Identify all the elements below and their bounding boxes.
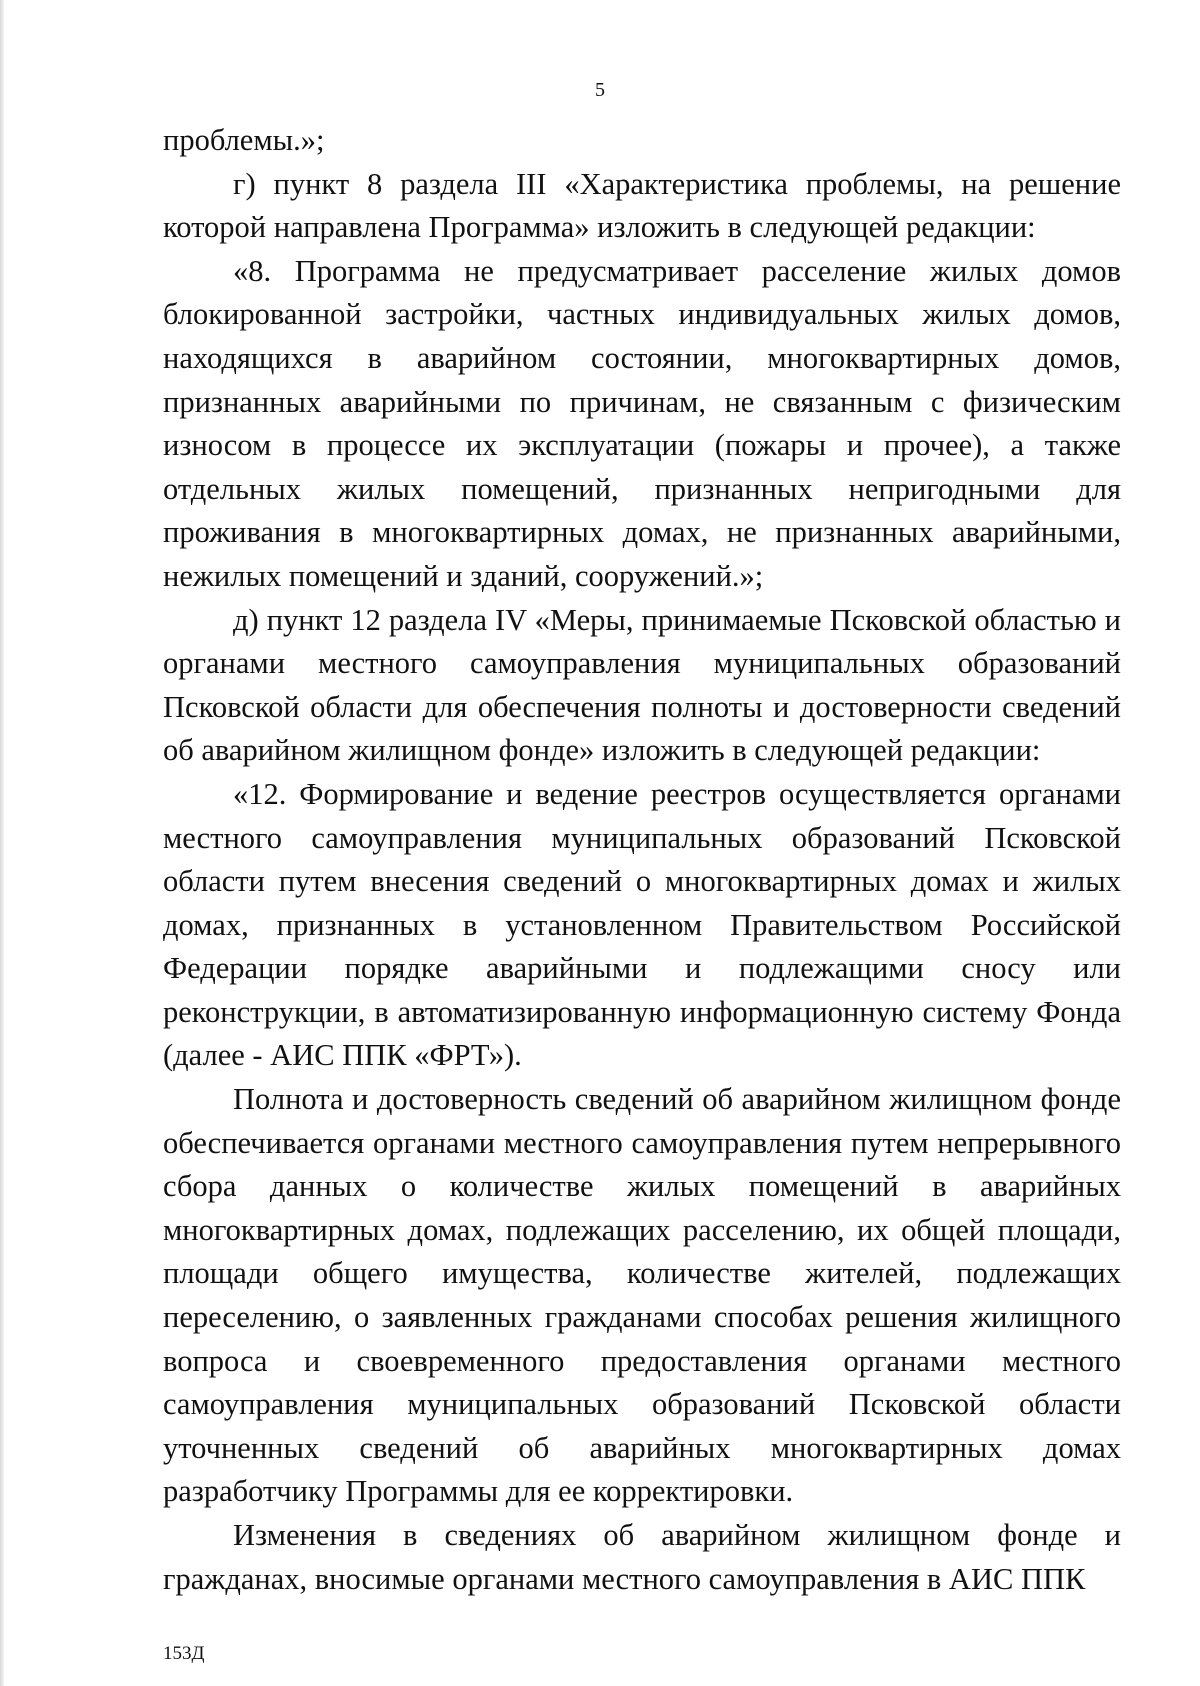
paragraph-quote-8: «8. Программа не предусматривает расселение жилых домов блокированной застройки, частных индивидуальных жилых домов, находящихся в аварийном состоянии, многоквартирных домов, признанных аварийными по причинам, не связанным с физическим износом в процессе их эксплуатации (пожары и прочее), а также отдельных жилых помещений, признанных непригодными для проживания в многоквартирных домах, не признанных аварийными, нежилых помещений и зданий, сооружений.»;	[163, 253, 1121, 593]
document-body	[163, 119, 1121, 1601]
paragraph-item-g: г) пункт 8 раздела III «Характеристика проблемы, на решение которой направлена Программа» изложить в следующей редакции:	[163, 166, 1121, 245]
paragraph-item-d: д) пункт 12 раздела IV «Меры, принимаемые Псковской областью и органами местного самоуправления муниципальных образований Псковской области для обеспечения полноты и достоверности сведений об аварийном жилищном фонде» изложить в следующей редакции:	[163, 602, 1121, 768]
scan-page-edge	[0, 0, 4, 1686]
paragraph-continuation: проблемы.»;	[163, 123, 325, 157]
paragraph-completeness: Полнота и достоверность сведений об аварийном жилищном фонде обеспечивается органами местного самоуправления путем непрерывного сбора данных о количестве жилых помещений в аварийных многоквартирных домах, подлежащих расселению, их общей площади, площади общего имущества, количестве жителей, подлежащих переселению, о заявленных гражданами способах решения жилищного вопроса и своевременного предоставления органами местного самоуправления муниципальных образований Псковской области уточненных сведений об аварийных многоквартирных домах разработчику Программы для ее корректировки.	[163, 1082, 1121, 1509]
document-code: 153Д	[163, 1643, 205, 1664]
paragraph-changes: Изменения в сведениях об аварийном жилищном фонде и гражданах, вносимые органами местного самоуправления в АИС ППК	[163, 1518, 1121, 1596]
page-number: 5	[595, 79, 605, 101]
paragraph-quote-12: «12. Формирование и ведение реестров осуществляется органами местного самоуправления муниципальных образований Псковской области путем внесения сведений о многоквартирных домах и жилых домах, признанных в установленном Правительством Российской Федерации порядке аварийными и подлежащими сносу или реконструкции, в автоматизированную информационную систему Фонда (далее - АИС ППК «ФРТ»).	[163, 776, 1121, 1073]
